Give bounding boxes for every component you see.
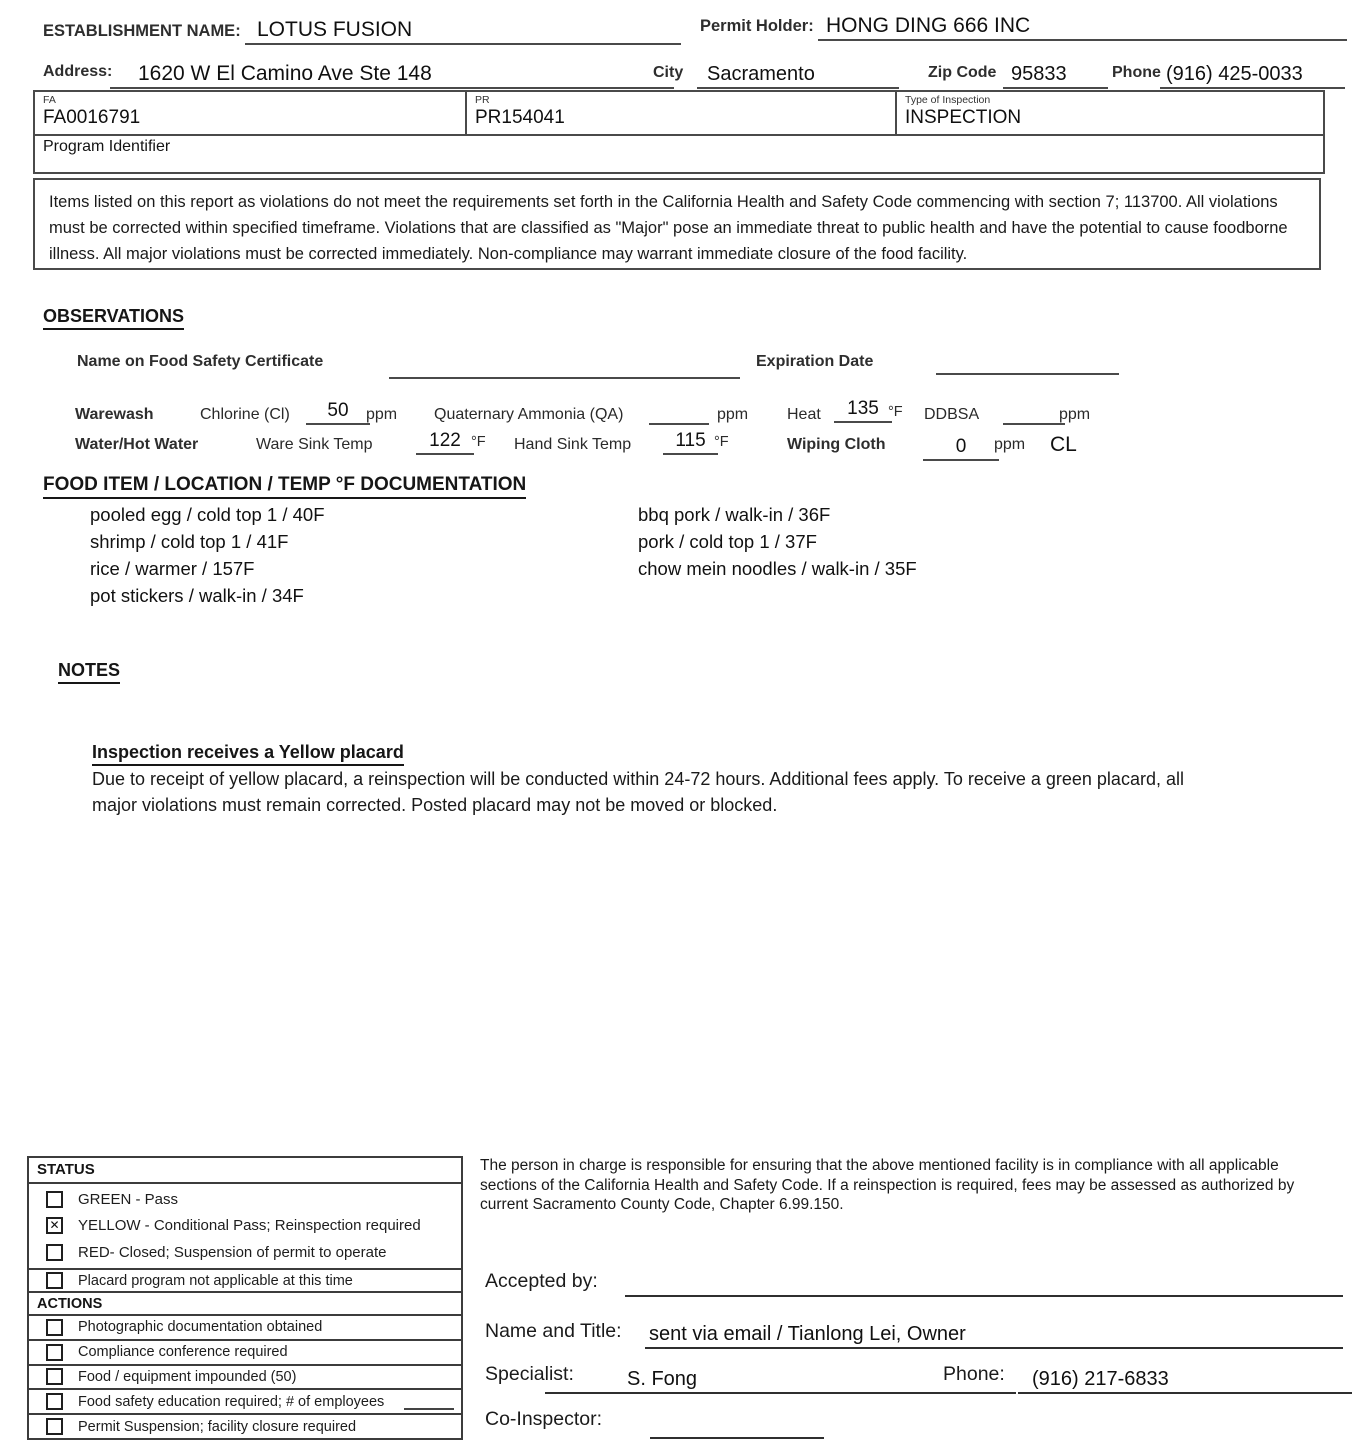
qa-label: Quaternary Ammonia (QA) — [434, 406, 624, 423]
actions-group — [29, 1316, 461, 1438]
permit-holder-label: Permit Holder: — [700, 17, 814, 35]
hand-sink-field[interactable] — [663, 426, 718, 455]
photo-doc-checkbox[interactable] — [46, 1319, 63, 1336]
cert-name-label: Name on Food Safety Certificate — [77, 353, 324, 370]
placard-note-heading: Inspection receives a Yellow placard — [92, 742, 404, 766]
specialist-value: S. Fong — [627, 1368, 698, 1390]
red-label: RED- Closed; Suspension of permit to operate — [78, 1244, 387, 1262]
address-value: 1620 W El Camino Ave Ste 148 — [138, 62, 432, 85]
education-checkbox[interactable] — [46, 1393, 63, 1410]
ware-sink-value: 122 — [429, 430, 461, 451]
hand-sink-unit: °F — [714, 434, 729, 450]
chlorine-value: 50 — [327, 400, 349, 421]
status-option-not-applicable[interactable] — [29, 1270, 461, 1293]
water-row-label: Water/Hot Water — [75, 436, 199, 453]
wiping-cloth-sanitizer: CL — [1050, 433, 1077, 456]
chlorine-field[interactable] — [306, 396, 370, 425]
wiping-cloth-label: Wiping Cloth — [787, 436, 886, 453]
establishment-name-field[interactable] — [245, 12, 681, 45]
heat-unit: °F — [888, 404, 903, 420]
ware-sink-field[interactable] — [416, 426, 474, 455]
city-label: City — [653, 64, 684, 81]
suspension-label: Permit Suspension; facility closure required — [78, 1418, 357, 1435]
specialist-phone-label: Phone: — [943, 1363, 1005, 1385]
fa-value: FA0016791 — [43, 107, 141, 128]
phone-field[interactable] — [1160, 56, 1345, 89]
specialist-phone-value: (916) 217-6833 — [1032, 1368, 1169, 1390]
heat-value: 135 — [847, 398, 879, 419]
action-suspension[interactable] — [29, 1415, 461, 1438]
placard-na-label: Placard program not applicable at this time — [78, 1272, 353, 1289]
status-options-group — [29, 1184, 461, 1270]
phone-label: Phone — [1112, 64, 1161, 81]
status-option-green[interactable] — [29, 1191, 461, 1208]
yellow-label: YELLOW - Conditional Pass; Reinspection required — [78, 1217, 421, 1235]
status-option-yellow[interactable] — [29, 1217, 461, 1234]
specialist-label: Specialist: — [485, 1363, 574, 1385]
inspection-type-value: INSPECTION — [905, 107, 1022, 128]
city-value: Sacramento — [707, 63, 815, 85]
suspension-checkbox[interactable] — [46, 1418, 63, 1435]
photo-doc-label: Photographic documentation obtained — [78, 1319, 323, 1336]
actions-title: ACTIONS — [29, 1293, 461, 1316]
action-photo-doc[interactable] — [29, 1316, 461, 1341]
hand-sink-label: Hand Sink Temp — [514, 436, 632, 453]
impounded-checkbox[interactable] — [46, 1368, 63, 1385]
compliance-statement: The person in charge is responsible for ensuring that the above mentioned facility is in compliance with all applicable sections of the California Health and Safety Code. If a reinspection is required, fees may be assessed as authorized by current Sacramento County Code, Chapter 6.99.150. — [480, 1157, 1295, 1213]
impounded-label: Food / equipment impounded (50) — [78, 1368, 297, 1385]
facility-id-grid — [33, 90, 1325, 174]
program-identifier-label: Program Identifier — [43, 138, 171, 155]
zip-code-label: Zip Code — [928, 64, 997, 81]
placard-na-checkbox[interactable] — [46, 1272, 63, 1289]
program-identifier-cell — [35, 134, 1323, 172]
yellow-checkbox[interactable] — [46, 1217, 63, 1234]
wiping-cloth-value: 0 — [955, 436, 967, 457]
violations-notice-text: Items listed on this report as violations do not meet the requirements set forth in the California Health and Safety Code commencing with section 7; 113700. All violations must be corrected within specified timeframe. Violations that are classified as "Major" pose an immediate threat to public health and have the potential to cause foodborne illness. All major violations must be corrected immediately. Non-compliance may warrant immediate closure of the food facility. — [49, 193, 1288, 263]
action-impounded[interactable] — [29, 1366, 461, 1391]
status-actions-box — [27, 1156, 463, 1440]
name-title-field[interactable] — [645, 1314, 1343, 1349]
hand-sink-value: 115 — [675, 430, 706, 451]
co-inspector-field[interactable] — [650, 1408, 824, 1439]
pr-cell — [467, 92, 897, 134]
compliance-conf-checkbox[interactable] — [46, 1344, 63, 1361]
ddbsa-field[interactable] — [1003, 404, 1065, 425]
expiration-date-field[interactable] — [936, 344, 1119, 375]
heat-field[interactable] — [834, 394, 892, 423]
red-checkbox[interactable] — [46, 1244, 63, 1261]
address-label: Address: — [43, 63, 113, 80]
food-item: pork / cold top 1 / 37F — [638, 531, 817, 552]
zip-code-field[interactable] — [1003, 56, 1108, 89]
expiration-date-label: Expiration Date — [756, 353, 874, 370]
observations-title: OBSERVATIONS — [43, 306, 184, 330]
address-field[interactable] — [110, 56, 674, 89]
qa-unit: ppm — [717, 406, 749, 423]
food-item: pot stickers / walk-in / 34F — [90, 585, 304, 606]
chlorine-unit: ppm — [366, 406, 398, 423]
food-item: bbq pork / walk-in / 36F — [638, 504, 831, 525]
phone-value: (916) 425-0033 — [1166, 63, 1303, 85]
qa-field[interactable] — [649, 404, 709, 425]
compliance-conf-label: Compliance conference required — [78, 1344, 288, 1361]
fa-cell — [35, 92, 467, 134]
co-inspector-label: Co-Inspector: — [485, 1408, 603, 1430]
permit-holder-value: HONG DING 666 INC — [826, 14, 1031, 37]
status-option-red[interactable] — [29, 1244, 461, 1261]
permit-holder-field[interactable] — [818, 8, 1347, 41]
food-item: pooled egg / cold top 1 / 40F — [90, 504, 325, 525]
specialist-phone-field[interactable] — [1018, 1358, 1352, 1394]
accepted-by-label: Accepted by: — [485, 1270, 598, 1292]
violations-notice-box — [33, 178, 1321, 270]
establishment-name-label: ESTABLISHMENT NAME: — [43, 22, 241, 40]
ware-sink-unit: °F — [471, 434, 486, 450]
placard-note-body: Due to receipt of yellow placard, a reinspection will be conducted within 24-72 hours. Additional fees apply. To receive a green placard, all major violations must remain corrected. Posted placard may not be moved or blocked. — [92, 769, 1184, 815]
pr-value: PR154041 — [475, 107, 565, 128]
fa-label: FA — [43, 94, 56, 106]
ddbsa-label: DDBSA — [924, 406, 980, 423]
zip-code-value: 95833 — [1011, 63, 1067, 85]
action-education[interactable] — [29, 1390, 461, 1415]
status-title: STATUS — [29, 1158, 461, 1184]
wiping-cloth-unit: ppm — [994, 436, 1026, 453]
inspection-type-cell — [897, 92, 1323, 134]
name-title-label: Name and Title: — [485, 1320, 622, 1342]
establishment-name-value: LOTUS FUSION — [257, 18, 413, 41]
green-label: GREEN - Pass — [78, 1190, 179, 1208]
food-doc-title: FOOD ITEM / LOCATION / TEMP °F DOCUMENTATION — [43, 474, 526, 499]
heat-label: Heat — [787, 406, 821, 423]
action-compliance-conf[interactable] — [29, 1341, 461, 1366]
warewash-row-label: Warewash — [75, 406, 154, 423]
food-doc-right-column — [638, 501, 917, 582]
ware-sink-label: Ware Sink Temp — [256, 436, 373, 453]
pr-label: PR — [475, 94, 490, 106]
green-checkbox[interactable] — [46, 1191, 63, 1208]
food-doc-left-column — [90, 501, 325, 609]
wiping-cloth-field[interactable] — [923, 430, 999, 461]
education-label: Food safety education required; # of employees — [78, 1393, 385, 1410]
food-item: shrimp / cold top 1 / 41F — [90, 531, 289, 552]
inspection-type-label: Type of Inspection — [905, 94, 991, 106]
accepted-by-field[interactable] — [625, 1266, 1343, 1297]
name-title-value: sent via email / Tianlong Lei, Owner — [649, 1323, 966, 1345]
cert-name-field[interactable] — [389, 348, 740, 379]
food-item: chow mein noodles / walk-in / 35F — [638, 558, 917, 579]
employees-count-field[interactable] — [404, 1398, 454, 1410]
notes-title: NOTES — [58, 660, 120, 684]
ddbsa-unit: ppm — [1059, 406, 1091, 423]
city-field[interactable] — [697, 56, 899, 89]
food-item: rice / warmer / 157F — [90, 558, 255, 579]
chlorine-label: Chlorine (Cl) — [200, 406, 290, 423]
